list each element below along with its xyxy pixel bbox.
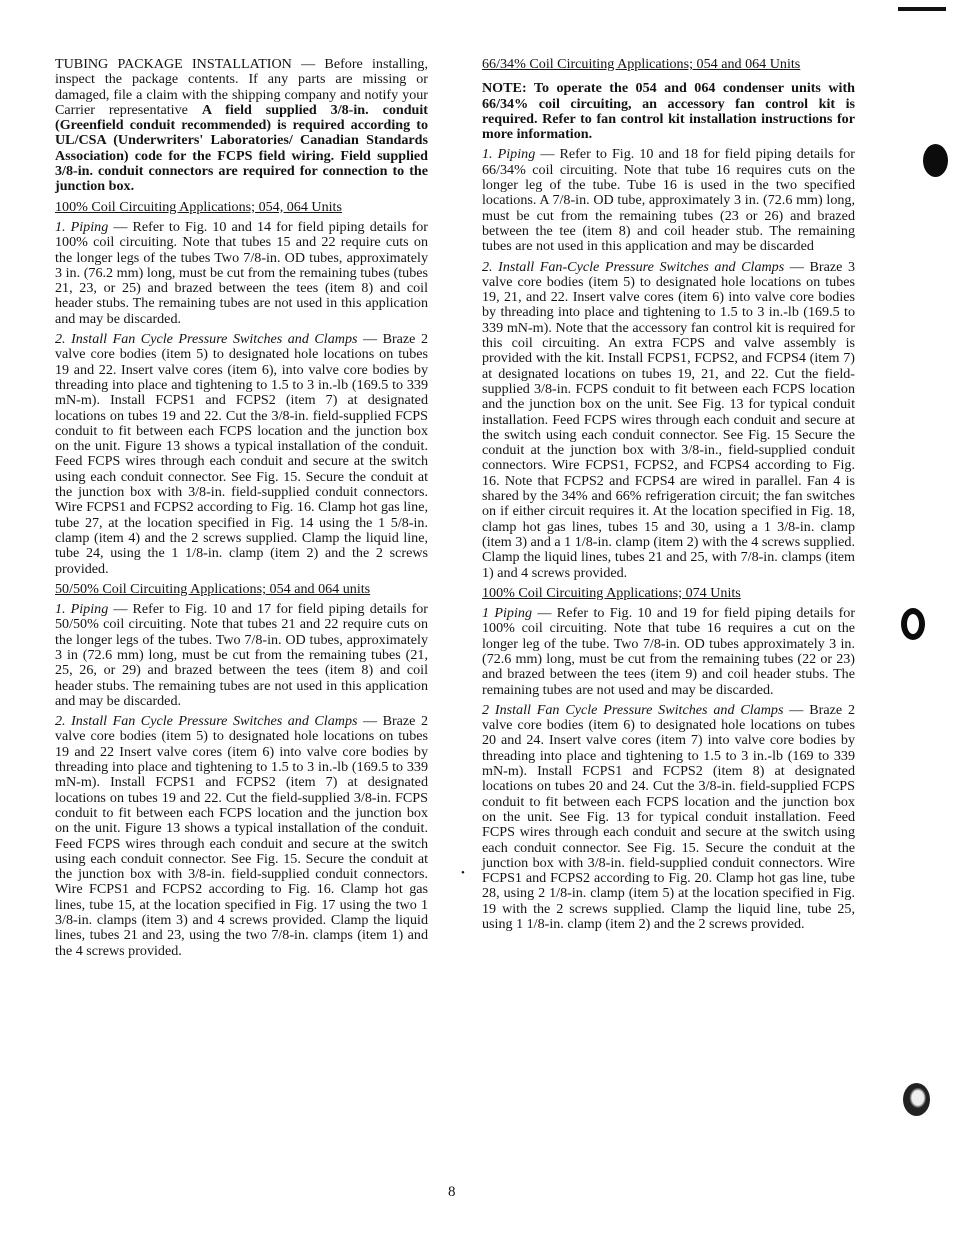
page-number: 8 <box>448 1184 456 1200</box>
binder-punch-hole-icon <box>923 144 948 177</box>
step-label: 1. Piping <box>55 601 109 618</box>
left-column <box>55 57 428 959</box>
step-text: — Refer to Fig. 10 and 18 for field piping details for 66/34% coil circuiting. Note that tube 16 requires cuts on the longer leg of the tube. Tube 16 is used in the two specified locations. A 7/8-in. OD tube, approximately 3 in. (72.6 mm) long, must be cut from the remaining tubes (23 or 26) and brazed between the tee (item 8) and coil header stub. The remaining tubes are not used in this application and may be discarded <box>482 146 855 255</box>
section-heading: 100% Coil Circuiting Applications; 074 Units <box>482 584 741 601</box>
step-text: — Refer to Fig. 10 and 19 for field piping details for 100% coil circuiting. Note that tube 16 requires a cut on the longer leg of the tube. Two 7/8-in. OD tubes approximately 3 in. (72.6 mm) long, must be cut from the remaining tubes (22 or 23) and brazed between the tees (item 9) and coil header stubs. The remaining tubes are not used and may be discarded. <box>482 605 856 698</box>
top-edge-rule <box>898 7 946 11</box>
step-label: 2. Install Fan Cycle Pressure Switches and Clamps <box>55 713 358 730</box>
intro-paragraph <box>55 57 428 195</box>
step-text: — Braze 2 valve core bodies (item 6) to designated hole locations on tubes 20 and 24. Insert valve cores (item 7) into valve core bodies by threading into place and tightening to 1.5 to 3 in.-lb (169 to 339 mN-m). Install FCPS1 and FCPS2 (item 8) at designated locations on tubes 20 and 24. Cut the 3/8-in. field-supplied FCPS conduit to fit between each FCPS location and the junction box on the unit. See Fig. 13 for typical conduit installation. Feed FCPS wires through each conduit and secure at the switch using each conduit connector. See Fig. 15. Secure the conduit at the junction box with 3/8-in. field-supplied conduit connectors. Wire FCPS1 and FCPS2 according to Fig. 20. Clamp hot gas line, tube 28, using 2 1/8-in. clamp (item 5) at the location specified in Fig. 19 with the 2 screws supplied. Clamp the liquid line, tube 25, using 1 1/8-in. clamp (item 2) and the 2 screws provided. <box>482 701 856 933</box>
intro-bold-requirement: A field supplied 3/8-in. conduit (Greenfield conduit recommended) is required according to UL/CSA (Underwriters' Laboratories/ Canadian Standards Association) code for the FCPS field wiring. Field supplied 3/8-in. conduit connectors are required for connection to the junction box. <box>55 101 429 195</box>
binder-ring-hole-icon <box>901 608 925 640</box>
intro-lead: TUBING PACKAGE INSTALLATION — Before installing, inspect the package contents. If any parts are missing or damaged, file a claim with the shipping company and notify your Carrier representative <box>55 56 428 118</box>
section-heading: 100% Coil Circuiting Applications; 054, 064 Units <box>55 198 342 215</box>
piping-paragraph <box>55 602 428 709</box>
section-heading: 50/50% Coil Circuiting Applications; 054 and 064 units <box>55 580 371 597</box>
binder-punch-hole-icon <box>903 1083 930 1116</box>
step-label: 2. Install Fan Cycle Pressure Switches and Clamps <box>55 331 358 348</box>
piping-paragraph <box>482 147 855 254</box>
switch-paragraph <box>55 332 428 577</box>
margin-mark: • <box>461 867 465 879</box>
step-text: — Braze 2 valve core bodies (item 5) to designated hole locations on tubes 19 and 22 Insert valve cores (item 6) into valve core bodies by threading into place and tightening to 1.5 to 3 in.-lb (169.5 to 339 mN-m). Install FCPS1 and FCPS2 (item 7) at designated locations on tubes 19 and 22. Cut the field-supplied 3/8-in. FCPS conduit to fit between each FCPS location and the junction box on the unit. Figure 13 shows a typical installation of the conduit. Feed FCPS wires through each conduit and secure at the switch using each conduit connector. See Fig. 15. Secure the conduit at the junction box with 3/8-in. field-supplied conduit connectors. Wire FCPS1 and FCPS2 according to Fig. 16. Clamp hot gas lines, tube 15, at the location specified in Fig. 17 using the two 1 3/8-in. clamps (item 3) and 4 screws provided. Clamp the liquid lines, tubes 21 and 23, using the two 7/8-in. clamps (item 1) and the 4 screws provided. <box>55 713 428 959</box>
switch-paragraph <box>482 260 855 581</box>
step-label: 1 Piping <box>482 605 532 622</box>
switch-paragraph <box>482 703 855 932</box>
piping-paragraph <box>55 220 428 327</box>
switch-paragraph <box>55 714 428 959</box>
step-text: — Refer to Fig. 10 and 14 for field piping details for 100% coil circuiting. Note that tubes 15 and 22 require cuts on the longer legs of the tubes Two 7/8-in. OD tubes, approximately 3 in. (76.2 mm) long, must be cut from the remaining tubes (tubes 21, 23, or 25) and brazed between the tees (item 8) and coil header stubs. The remaining tubes are not used in this application and may be discarded. <box>55 218 428 327</box>
note-paragraph: NOTE: To operate the 054 and 064 condenser units with 66/34% coil circuiting, an accessory fan control kit is required. Refer to fan control kit installation instructions for more information. <box>482 80 855 143</box>
step-label: 2. Install Fan-Cycle Pressure Switches and Clamps <box>482 258 785 275</box>
right-column <box>482 57 855 932</box>
step-label: 2 Install Fan Cycle Pressure Switches and Clamps <box>482 701 784 718</box>
piping-paragraph <box>482 606 855 698</box>
step-label: 1. Piping <box>55 218 109 235</box>
step-text: — Braze 3 valve core bodies (item 5) to designated hole locations on tubes 19, 21, and 22. Insert valve cores (item 6) into valve core bodies by threading into place and tightening to 1.5 to 3 in.-lb (169.5 to 339 mN-m). Note that the accessory fan control kit is required for this coil circuiting. An extra FCPS and valve assembly is provided with the kit. Install FCPS1, FCPS2, and FCPS4 (item 7) at designated locations on tubes 19, 21, and 22. Cut the field-supplied 3/8-in. FCPS conduit to fit between each FCPS location and the junction box on the unit. See Fig. 13 for typical conduit installation. Feed FCPS wires through each conduit and secure at the switch using each conduit connector. See Fig. 15 Secure the conduit at the junction box with 3/8-in., field-supplied conduit connectors. Wire FCPS1, FCPS2, and FCPS4 according to Fig. 16. Note that FCPS2 and FCPS4 are wired in parallel. Fan 4 is shared by the 34% and 66% refrigeration circuit; the fan switches on if either circuit requires it. At the location specified in Fig. 18, clamp hot gas lines, tubes 15 and 30, using a 1 3/8-in. clamp (item 3) and a 1 1/8-in. clamp (item 2) with the 4 screws supplied. Clamp the liquid lines, tubes 21 and 25, with 7/8-in. clamps (item 1) and 4 screws provided. <box>482 258 856 581</box>
step-text: — Refer to Fig. 10 and 17 for field piping details for 50/50% coil circuiting. Note that tubes 21 and 22 require cuts on the longer legs of the tubes. Two 7/8-in. OD tubes, approximately 3 in (72.6 mm) long, must be cut from the remaining tubes (21, 25, 26, or 29) and brazed between the tees (item 8) and coil header stubs. The remaining tubes are not used in this application and may be discarded. <box>55 601 428 709</box>
step-label: 1. Piping <box>482 146 536 163</box>
step-text: — Braze 2 valve core bodies (item 5) to designated hole locations on tubes 19 and 22. Insert valve cores (item 6), into valve core bodies by threading into place and tightening to 1.5 to 3 in.-lb (169.5 to 339 mN-m). Install FCPS1 and FCPS2 (item 7) at designated locations on tubes 19 and 22. Cut the 3/8-in. field-supplied FCPS conduit to fit between each FCPS location and the junction box on the unit. Figure 13 shows a typical installation of the conduit. Feed FCPS wires through each conduit and secure at the switch using each conduit connector. See Fig. 15. Secure the conduit at the junction box with 3/8-in. field-supplied conduit connectors. Wire FCPS1 and FCPS2 according to Fig. 16. Clamp hot gas line, tube 27, at the location specified in Fig. 14 using the 1 5/8-in. clamp (item 4) and the 2 screws supplied. Clamp the liquid line, tube 24, using the 1 1/8-in. clamp (item 2) and the 2 screws provided. <box>55 331 428 577</box>
section-heading: 66/34% Coil Circuiting Applications; 054 and 064 Units <box>482 56 801 72</box>
